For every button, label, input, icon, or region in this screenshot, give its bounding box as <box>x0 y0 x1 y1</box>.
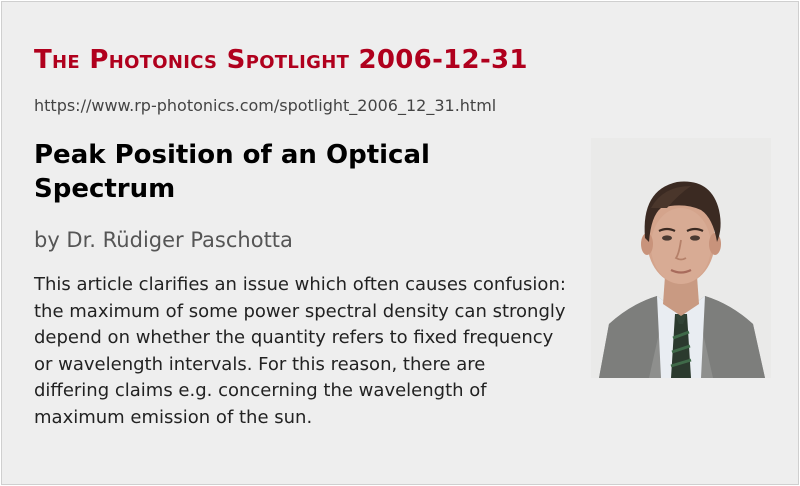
article-abstract: This article clarifies an issue which often causes confusion: the maximum of some power spectral density can strongly depend on whether the quantity refers to fixed frequency or wavelength intervals. For this reason, there are differing claims e.g. concerning the wavelength of maximum emission of the sun. <box>34 274 566 428</box>
author-photo <box>591 138 771 378</box>
article-url[interactable]: https://www.rp-photonics.com/spotlight_2006_12_31.html <box>34 96 497 115</box>
article-card <box>1 1 799 485</box>
article-title: Peak Position of an Optical Spectrum <box>34 140 430 204</box>
author-byline: by Dr. Rüdiger Paschotta <box>34 228 293 252</box>
author-portrait-image <box>591 138 771 378</box>
site-title[interactable]: The Photonics Spotlight 2006-12-31 <box>34 45 528 75</box>
